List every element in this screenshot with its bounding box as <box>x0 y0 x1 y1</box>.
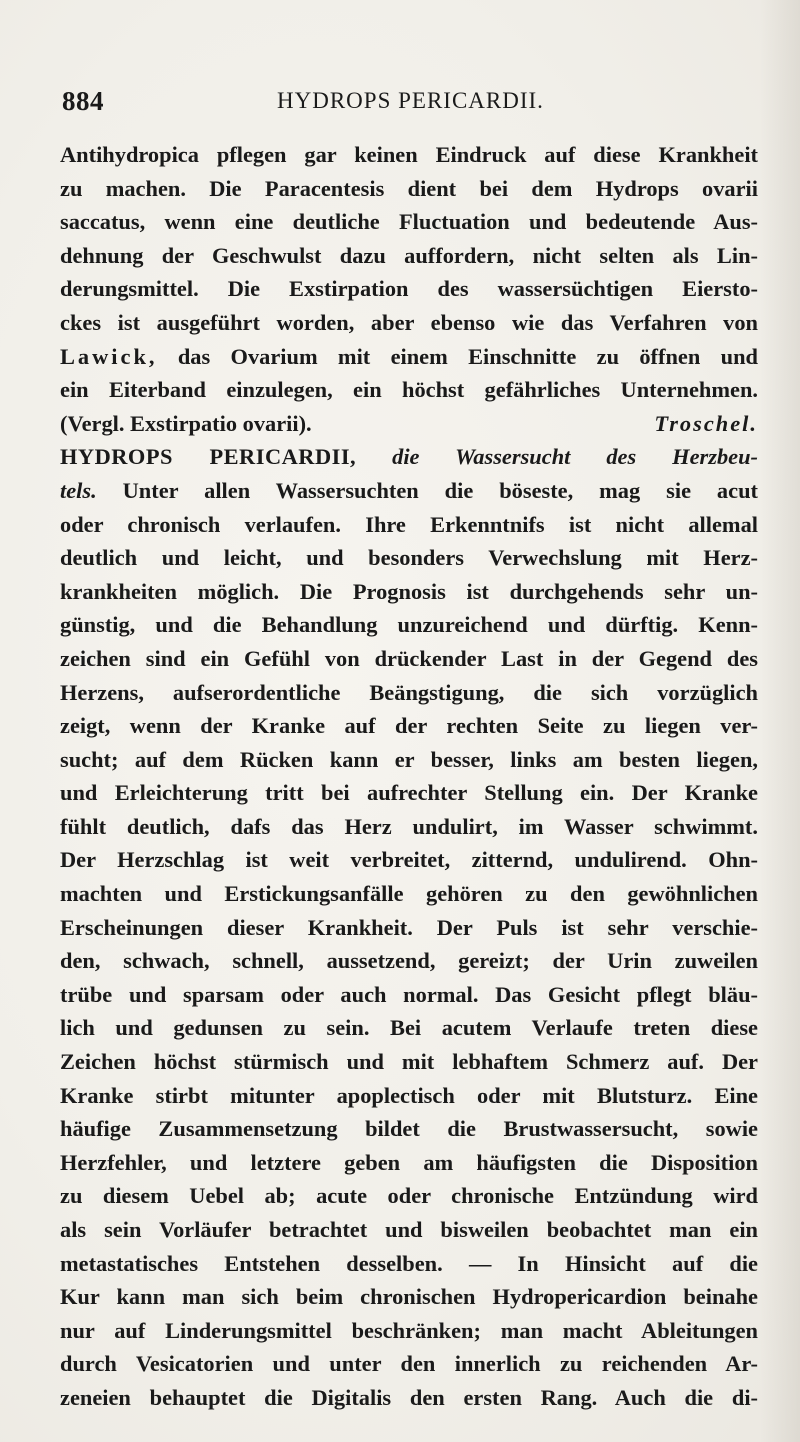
cross-reference: (Vergl. Exstirpatio ovarii). <box>60 410 312 436</box>
text-line: fühlt deutlich, dafs das Herz undulirt, im Wasser schwimmt. <box>60 813 758 839</box>
page-header <box>62 86 752 126</box>
text-line: Erscheinungen dieser Krankheit. Der Puls ist sehr verschie- <box>60 914 758 940</box>
entry-subtitle-cont: tels. <box>60 477 97 503</box>
text-line: zeigt, wenn der Kranke auf der rechten Seite zu liegen ver- <box>60 713 758 739</box>
text-line: Kranke stirbt mitunter apoplectisch oder mit Blutsturz. Eine <box>60 1082 758 1108</box>
text-line: sucht; auf dem Rücken kann er besser, links am besten liegen, <box>60 746 758 772</box>
author-name-lawick: Lawick, <box>60 343 158 369</box>
text-line: Der Herzschlag ist weit verbreitet, zitternd, undulirend. Ohn- <box>60 847 758 873</box>
author-signature: Troschel. <box>654 410 758 436</box>
text-line <box>60 474 758 508</box>
text-line: durch Vesicatorien und unter den innerlich zu reichenden Ar- <box>60 1351 758 1377</box>
text-line: Kur kann man sich beim chronischen Hydropericardion beinahe <box>60 1284 758 1310</box>
text-line-with-signature <box>60 407 758 441</box>
text-line: nur auf Linderungsmittel beschränken; man macht Ableitungen <box>60 1317 758 1343</box>
text-line: Zeichen höchst stürmisch und mit lebhaftem Schmerz auf. Der <box>60 1049 758 1075</box>
text-line: zeneien behauptet die Digitalis den ersten Rang. Auch die di- <box>60 1384 758 1410</box>
text-line: zu machen. Die Paracentesis dient bei dem Hydrops ovarii <box>60 175 758 201</box>
entry-heading-line <box>60 440 758 474</box>
text-line: günstig, und die Behandlung unzureichend und dürftig. Kenn- <box>60 612 758 638</box>
text-line: krankheiten möglich. Die Prognosis ist durchgehends sehr un- <box>60 578 758 604</box>
text-fragment: das Ovarium mit einem Einschnitte zu öffnen und <box>177 343 758 369</box>
text-line: Antihydropica pflegen gar keinen Eindruck auf diese Krankheit <box>60 142 758 167</box>
text-line: den, schwach, schnell, aussetzend, gereizt; der Urin zuweilen <box>60 948 758 974</box>
text-line: dehnung der Geschwulst dazu auffordern, nicht selten als Lin- <box>60 242 758 268</box>
text-line <box>60 340 758 374</box>
text-line: zu diesem Uebel ab; acute oder chronische Entzündung wird <box>60 1183 758 1209</box>
text-line: Herzfehler, und letztere geben am häufigsten die Disposition <box>60 1149 758 1175</box>
text-line: häufige Zusammensetzung bildet die Brustwassersucht, sowie <box>60 1116 758 1142</box>
text-line: und Erleichterung tritt bei aufrechter Stellung ein. Der Kranke <box>60 780 758 806</box>
text-line: zeichen sind ein Gefühl von drückender Last in der Gegend des <box>60 645 758 671</box>
text-line: ein Eiterband einzulegen, ein höchst gefährliches Unternehmen. <box>60 377 758 403</box>
text-line: saccatus, wenn eine deutliche Fluctuation und bedeutende Aus- <box>60 209 758 235</box>
entry-subtitle: die Wassersucht des Herzbeu- <box>392 444 758 470</box>
text-line: trübe und sparsam oder auch normal. Das Gesicht pflegt bläu- <box>60 981 758 1007</box>
text-line: oder chronisch verlaufen. Ihre Erkenntnifs ist nicht allemal <box>60 511 758 537</box>
body-text <box>60 138 758 1415</box>
entry-heading: HYDROPS PERICARDII, <box>60 444 357 470</box>
page-number: 884 <box>62 86 104 116</box>
text-line: derungsmittel. Die Exstirpation des wassersüchtigen Eiersto- <box>60 276 758 302</box>
running-title: HYDROPS PERICARDII. <box>277 88 544 113</box>
text-fragment: Unter allen Wassersuchten die böseste, mag sie acut <box>122 477 758 503</box>
page-edge-shading <box>760 0 800 1442</box>
text-line: metastatisches Entstehen desselben. — In Hinsicht auf die <box>60 1250 758 1276</box>
text-line: Herzens, aufserordentliche Beängstigung, die sich vorzüglich <box>60 679 758 705</box>
text-line: ckes ist ausgeführt worden, aber ebenso wie das Verfahren von <box>60 309 758 335</box>
text-line: deutlich und leicht, und besonders Verwechslung mit Herz- <box>60 545 758 571</box>
text-line: machten und Erstickungsanfälle gehören zu den gewöhnlichen <box>60 881 758 907</box>
text-line: lich und gedunsen zu sein. Bei acutem Verlaufe treten diese <box>60 1015 758 1041</box>
text-line: als sein Vorläufer betrachtet und bisweilen beobachtet man ein <box>60 1217 758 1242</box>
